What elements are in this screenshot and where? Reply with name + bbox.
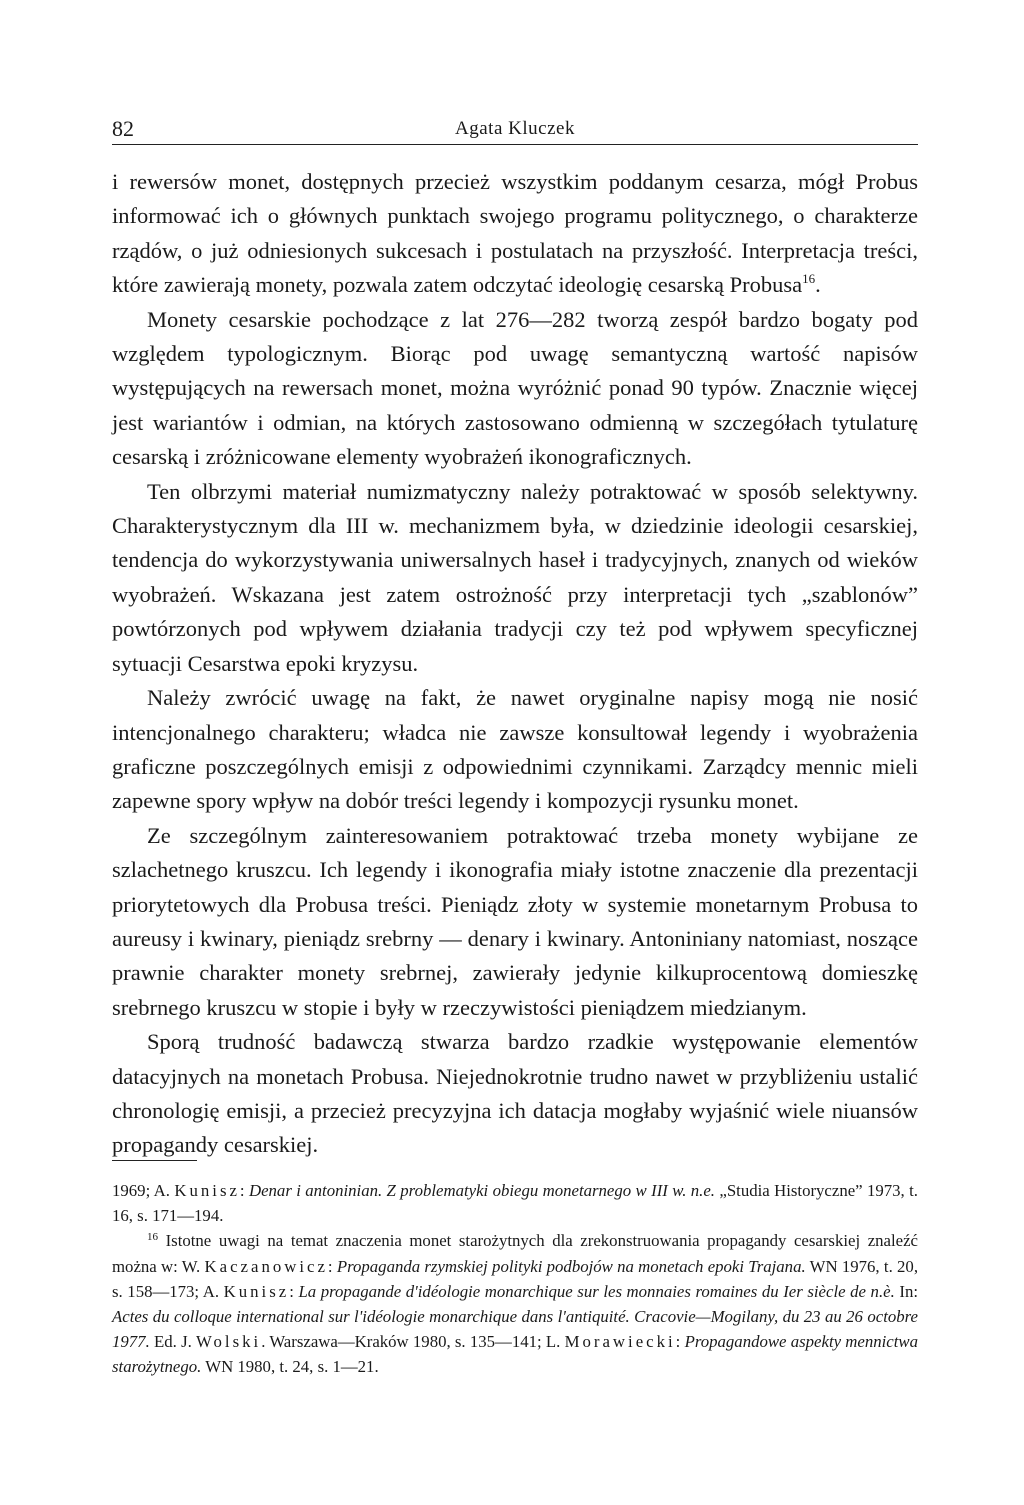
fn-author: Morawiecki [564, 1332, 676, 1352]
fn-text: : [289, 1281, 299, 1301]
footnote-15-continuation [112, 1178, 918, 1228]
footnotes [112, 1178, 918, 1380]
fn-text: : [239, 1181, 249, 1200]
fn-text: Ed. J. [149, 1332, 197, 1352]
fn-author: Kunisz [223, 1281, 290, 1301]
fn-text: WN 1976, t. 20, s. 158—173; A. [112, 1256, 919, 1301]
fn-author: Wolski [196, 1332, 262, 1352]
fn-text: : [675, 1332, 685, 1352]
paragraph-2: Monety cesarskie pochodzące z lat 276—282 tworzą zespół bardzo bogaty pod względem typologicznym. Biorąc pod uwagę semantyczną wartość napisów występujących na rewersach monet, można wyróżnić ponad 90 typów. Znacznie więcej jest wariantów i odmian, na których zastosowano odmienną w szczegółach tytulaturę cesarską i zróżnicowane elementy wyobrażeń ikonograficznych. [112, 306, 918, 470]
fn-author: Kaczanowicz [204, 1256, 328, 1276]
main-text [112, 165, 918, 1163]
fn-title: La propagande d'idéologie monarchique sur les monnaies romaines du Ier siècle de n.è. [298, 1281, 895, 1301]
paragraph-3: Ten olbrzymi materiał numizmatyczny należy potraktować w sposób selektywny. Charakterystycznym dla III w. mechanizmem była, w dziedzinie ideologii cesarskiej, tendencja do wykorzystywania uniwersalnych haseł i tradycyjnych, znanych od wieków wyobrażeń. Wskazana jest zatem ostrożność przy interpretacji tych „szablonów” powtórzonych pod wpływem działania tradycji czy też pod wpływem specyficznej sytuacji Cesarstwa epoki kryzysu. [112, 478, 918, 676]
fn-title: Denar i antoninian. Z problematyki obiegu monetarnego w III w. n.e. [248, 1181, 715, 1200]
running-header [112, 112, 918, 145]
fn-text: 1969; A. [112, 1181, 175, 1200]
fn-text: . Warszawa—Kraków 1980, s. 135—141; L. [261, 1332, 565, 1352]
footnote-number: 16 [147, 1231, 158, 1244]
paragraph-1 [112, 165, 918, 303]
paragraph-6: Sporą trudność badawczą stwarza bardzo rzadkie występowanie elementów datacyjnych na monetach Probusa. Niejednokrotnie trudno nawet w przybliżeniu ustalić chronologię emisji, a przecież precyzyjna ich datacja mogłaby wyjaśnić wiele niuansów propagandy cesarskiej. [112, 1029, 918, 1158]
fn-text: WN 1980, t. 24, s. 1—21. [201, 1357, 379, 1377]
running-author: Agata Kluczek [455, 118, 575, 139]
fn-title: Actes du colloque international sur l'idéologie monarchique dans l'antiquité. Cracovie—Mogilany, du 23 au 26 octobre 1977. [112, 1307, 918, 1352]
fn-title: Propaganda rzymskiej polityki podbojów na monetach epoki Trajana. [336, 1256, 806, 1276]
fn-text: : [327, 1256, 337, 1276]
paragraph-1-end: . [815, 272, 821, 298]
paragraph-4: Należy zwrócić uwagę na fakt, że nawet oryginalne napisy mogą nie nosić intencjonalnego charakteru; władca nie zawsze konsultował legendy i wyobrażenia graficzne poszczególnych emisji z odpowiednimi czynnikami. Zarządcy mennic mieli zapewne spory wpływ na dobór treści legendy i kompozycji rysunku monet. [112, 685, 918, 814]
footnote-ref-16[interactable]: 16 [802, 271, 816, 287]
fn-text: Istotne uwagi na temat znaczenia monet starożytnych dla zrekonstruowania propagandy cesarskiej znaleźć można w: W. [112, 1231, 918, 1276]
page-number: 82 [112, 116, 134, 141]
fn-title: Propagandowe aspekty mennictwa starożytnego. [112, 1332, 918, 1377]
fn-text: „Studia Historyczne” 1973, t. 16, s. 171—194. [112, 1181, 918, 1226]
paragraph-1-text: i rewersów monet, dostępnych przecież wszystkim poddanym cesarza, mógł Probus informować ich o głównych punktach swojego programu politycznego, o charakterze rządów, o już odniesionych sukcesach i postulatach na przyszłość. Interpretacja treści, które zawierają monety, pozwala zatem odczytać ideologię cesarską Probusa [112, 169, 918, 298]
footnote-separator [112, 1160, 197, 1161]
fn-author: Kunisz [174, 1181, 240, 1200]
paragraph-5: Ze szczególnym zainteresowaniem potraktować trzeba monety wybijane ze szlachetnego kruszcu. Ich legendy i ikonografia miały istotne znaczenie dla prezentacji priorytetowych dla Probusa treści. Pieniądz złoty w systemie monetarnym Probusa to aureusy i kwinary, pieniądz srebrny — denary i kwinary. Antoniniany natomiast, noszące prawnie charakter monety srebrnej, zawierały jedynie kilkuprocentową domieszkę srebrnego kruszcu w stopie i były w rzeczywistości pieniądzem miedzianym. [112, 822, 918, 1020]
fn-text: In: [894, 1281, 918, 1301]
footnote-16 [112, 1228, 918, 1379]
